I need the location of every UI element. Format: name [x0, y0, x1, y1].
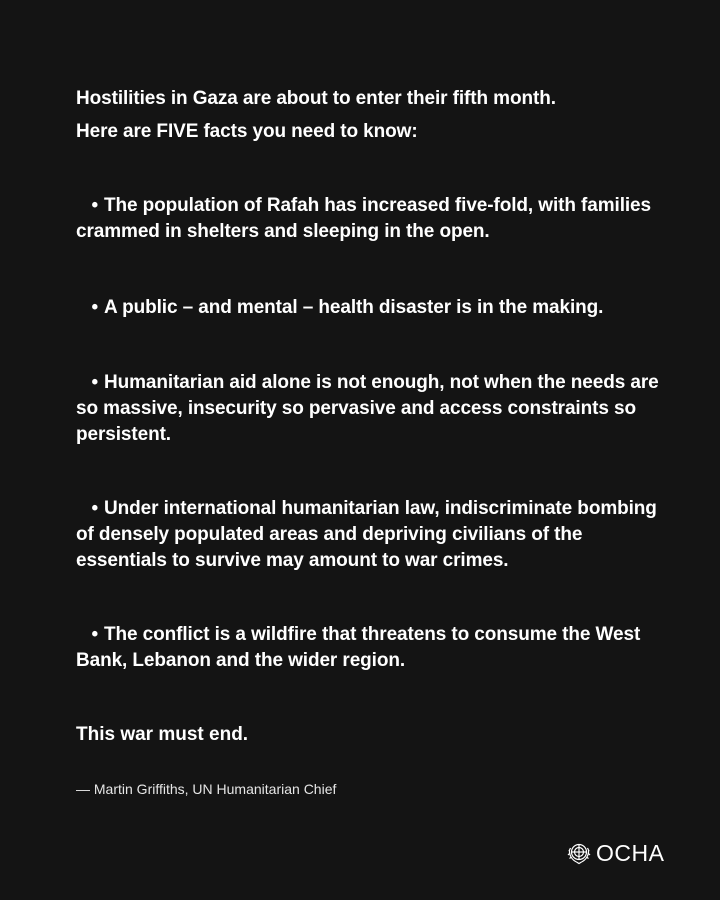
statement-body	[76, 86, 676, 152]
fact-item	[76, 496, 676, 574]
bullet-marker: •	[91, 498, 98, 519]
fact-text: Humanitarian aid alone is not enough, not when the needs are so massive, insecurity so pervasive and access constraints so persistent.	[76, 372, 659, 445]
bullet-marker: •	[91, 195, 98, 216]
ocha-logo	[566, 838, 664, 868]
fact-text: Under international humanitarian law, indiscriminate bombing of densely populated areas and depriving civilians of the essentials to survive may amount to war crimes.	[76, 498, 657, 571]
fact-text: The population of Rafah has increased five-fold, with families crammed in shelters and sleeping in the open.	[76, 195, 651, 242]
intro-line-2: Here are FIVE facts you need to know:	[76, 121, 418, 142]
bullet-marker: •	[91, 624, 98, 645]
logo-text: OCHA	[596, 840, 665, 866]
fact-item	[76, 295, 676, 321]
un-emblem-icon	[566, 840, 592, 866]
bullet-marker: •	[91, 372, 98, 393]
fact-item	[76, 370, 676, 448]
fact-item	[76, 622, 676, 674]
fact-item	[76, 193, 676, 245]
fact-text: A public – and mental – health disaster is in the making.	[104, 297, 604, 318]
intro-line-1: Hostilities in Gaza are about to enter their fifth month.	[76, 88, 556, 109]
fact-text: The conflict is a wildfire that threatens to consume the West Bank, Lebanon and the wider region.	[76, 624, 641, 671]
closing-statement: This war must end.	[76, 724, 249, 745]
bullet-marker: •	[91, 297, 98, 318]
quote-attribution: — Martin Griffiths, UN Humanitarian Chief	[76, 781, 337, 797]
